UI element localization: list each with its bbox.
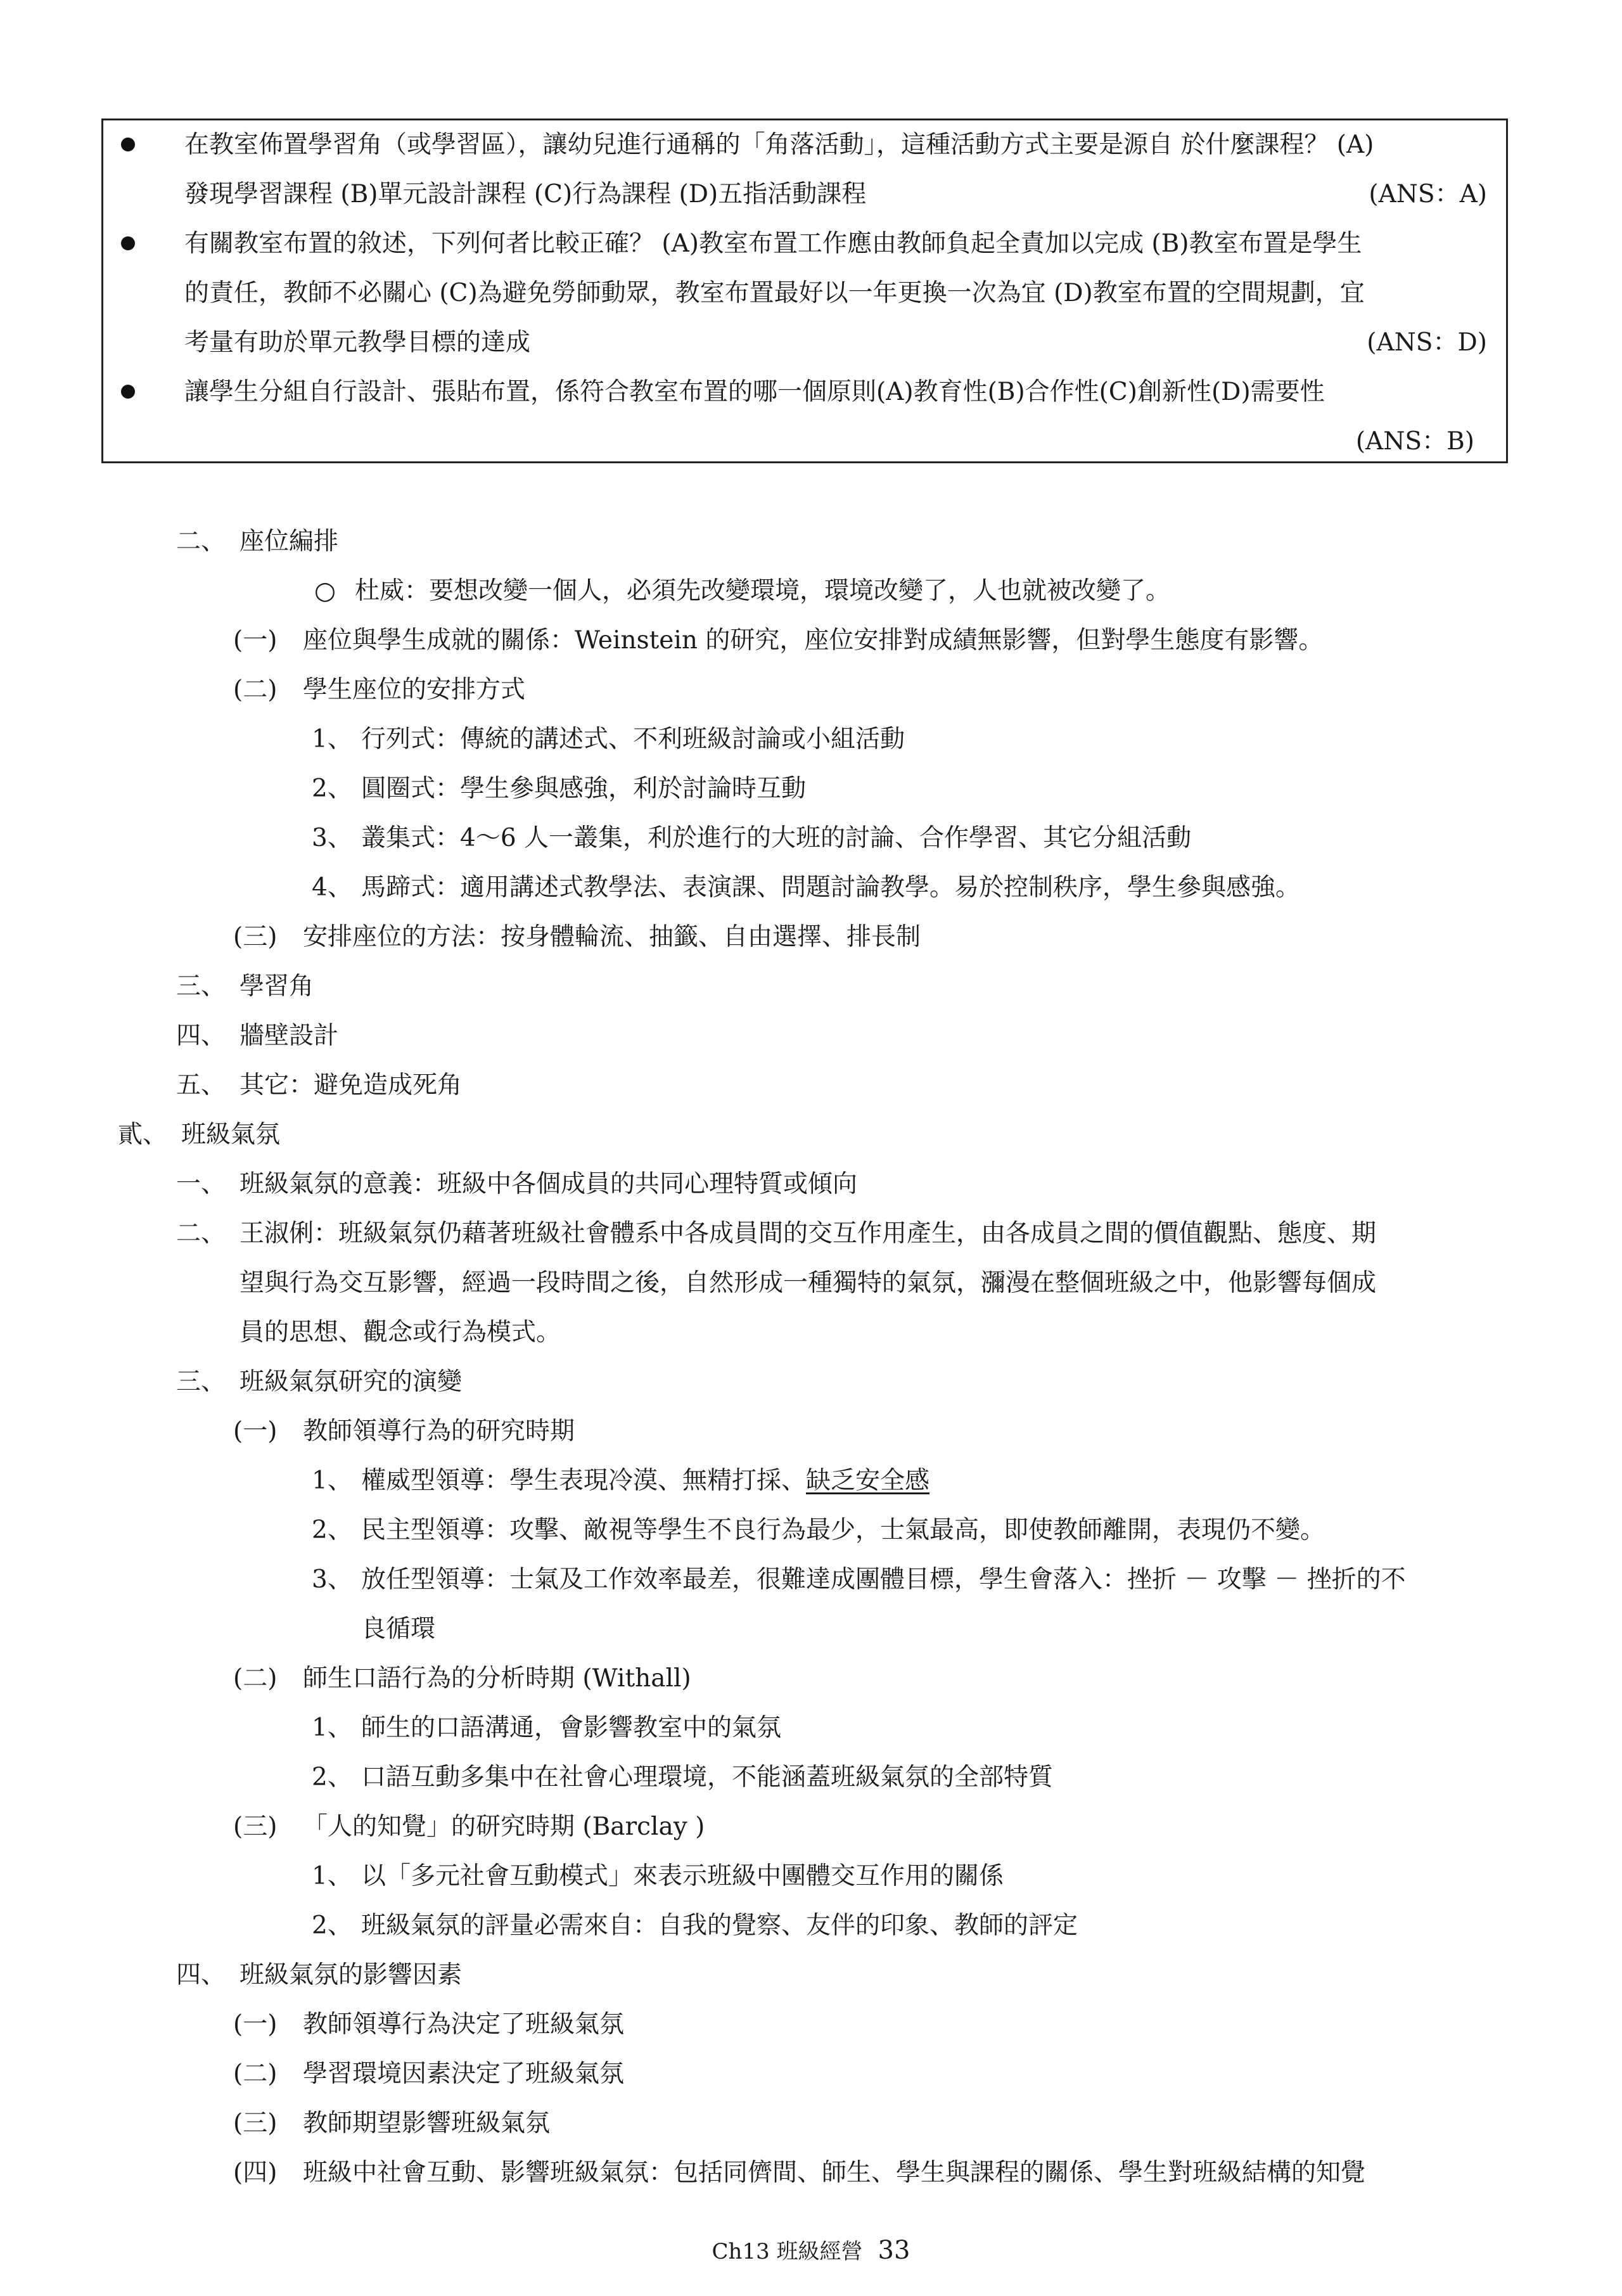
- outline-line: 三、 班級氣氛研究的演變: [176, 1368, 463, 1396]
- outline-line: 員的思想、觀念或行為模式。: [239, 1318, 561, 1347]
- outline-line: (二) 學生座位的安排方式: [233, 676, 526, 704]
- outline-line: 一、 班級氣氛的意義：班級中各個成員的共同心理特質或傾向: [176, 1170, 858, 1198]
- question-item: [103, 219, 1506, 368]
- outline-line: (三) 安排座位的方法：按身體輪流、抽籤、自由選擇、排長制: [233, 923, 921, 951]
- outline-line: 四、 牆壁設計: [176, 1022, 339, 1050]
- bullet-icon: [121, 138, 135, 151]
- outline-line: 2、 班級氣氛的評量必需來自：自我的覺察、友伴的印象、教師的評定: [312, 1911, 1078, 1940]
- outline-line: (一) 教師領導行為決定了班級氣氛: [233, 2010, 625, 2039]
- outline-line: 四、 班級氣氛的影響因素: [176, 1961, 463, 1989]
- question-item: [103, 120, 1506, 219]
- outline-line: 良循環: [361, 1615, 436, 1643]
- question-text: 考量有助於單元教學目標的達成: [184, 328, 531, 357]
- outline-line: 2、 口語互動多集中在社會心理環境，不能涵蓋班級氣氛的全部特質: [312, 1763, 1054, 1792]
- outline-line: 2、 圓圈式：學生參與感強，利於討論時互動: [312, 774, 807, 803]
- outline-line: 1、 師生的口語溝通，會影響教室中的氣氛: [312, 1714, 782, 1742]
- outline-line: (三) 「人的知覺」的研究時期 (Barclay ): [233, 1812, 705, 1841]
- outline-line: 二、 王淑俐：班級氣氛仍藉著班級社會體系中各成員間的交互作用產生，由各成員之間的價值觀點、態度、期: [176, 1219, 1377, 1248]
- question-item: [103, 368, 1506, 466]
- question-text: 在教室佈置學習角（或學習區），讓幼兒進行通稱的「角落活動」，這種活動方式主要是源自 於什麼課程？ (A): [184, 131, 1374, 159]
- outline-line: 3、 叢集式：4～6 人一叢集，利於進行的大班的討論、合作學習、其它分組活動: [312, 824, 1192, 852]
- underlined-text: 缺乏安全感: [806, 1466, 930, 1495]
- question-text: 讓學生分組自行設計、張貼布置，係符合教室布置的哪一個原則(A)教育性(B)合作性(C)創新性(D)需要性: [184, 378, 1325, 406]
- bullet-icon: [121, 236, 135, 250]
- outline-line: 3、 放任型領導：士氣及工作效率最差，很難達成團體目標，學生會落入：挫折 － 攻擊 － 挫折的不: [312, 1565, 1406, 1594]
- outline-line: 二、 座位編排: [176, 527, 339, 556]
- answer-label: (ANS：B): [1355, 427, 1474, 456]
- outline-line: 4、 馬蹄式：適用講述式教學法、表演課、問題討論教學。易於控制秩序，學生參與感強。: [312, 873, 1301, 902]
- question-text: 有關教室布置的敘述，下列何者比較正確？ (A)教室布置工作應由教師負起全責加以完成 (B)教室布置是學生: [184, 229, 1362, 258]
- outline-line: (二) 師生口語行為的分析時期 (Withall): [233, 1664, 691, 1693]
- outline-line: 1、 權威型領導：學生表現冷漠、無精打採、缺乏安全感: [312, 1466, 930, 1495]
- answer-label: (ANS：A): [1369, 180, 1487, 208]
- outline-line: 望與行為交互影響，經過一段時間之後，自然形成一種獨特的氣氛，瀰漫在整個班級之中，他影響每個成: [239, 1269, 1377, 1297]
- outline-line: (四) 班級中社會互動、影響班級氣氛：包括同儕間、師生、學生與課程的關係、學生對班級結構的知覺: [233, 2158, 1366, 2187]
- outline-line: (二) 學習環境因素決定了班級氣氛: [233, 2060, 625, 2088]
- bullet-icon: [121, 385, 135, 399]
- chapter-label: Ch13 班級經營: [712, 2239, 863, 2264]
- page-number: 33: [878, 2236, 910, 2265]
- page-footer: [0, 2234, 1622, 2265]
- outline-line: 1、 以「多元社會互動模式」來表示班級中團體交互作用的關係: [312, 1862, 1004, 1890]
- outline-line: 五、 其它：避免造成死角: [176, 1071, 463, 1100]
- outline-line: ○ 杜威：要想改變一個人，必須先改變環境，環境改變了，人也就被改變了。: [314, 577, 1171, 605]
- outline-line: (一) 座位與學生成就的關係：Weinstein 的研究，座位安排對成績無影響，但對學生態度有影響。: [233, 626, 1324, 655]
- outline-line: 1、 行列式：傳統的講述式、不利班級討論或小組活動: [312, 725, 905, 754]
- outline-line: (一) 教師領導行為的研究時期: [233, 1417, 575, 1446]
- outline-line: 三、 學習角: [176, 972, 314, 1001]
- outline-line: (三) 教師期望影響班級氣氛: [233, 2109, 551, 2138]
- outline-line: 2、 民主型領導：攻擊、敵視等學生不良行為最少，士氣最高，即使教師離開，表現仍不變。: [312, 1516, 1325, 1544]
- question-text: 的責任，教師不必關心 (C)為避免勞師動眾，教室布置最好以一年更換一次為宜 (D)教室布置的空間規劃，宜: [184, 279, 1365, 307]
- section-heading: 貳、 班級氣氛: [118, 1120, 281, 1149]
- question-box: [101, 119, 1508, 463]
- answer-label: (ANS：D): [1367, 328, 1487, 357]
- question-text: 發現學習課程 (B)單元設計課程 (C)行為課程 (D)五指活動課程: [184, 180, 867, 208]
